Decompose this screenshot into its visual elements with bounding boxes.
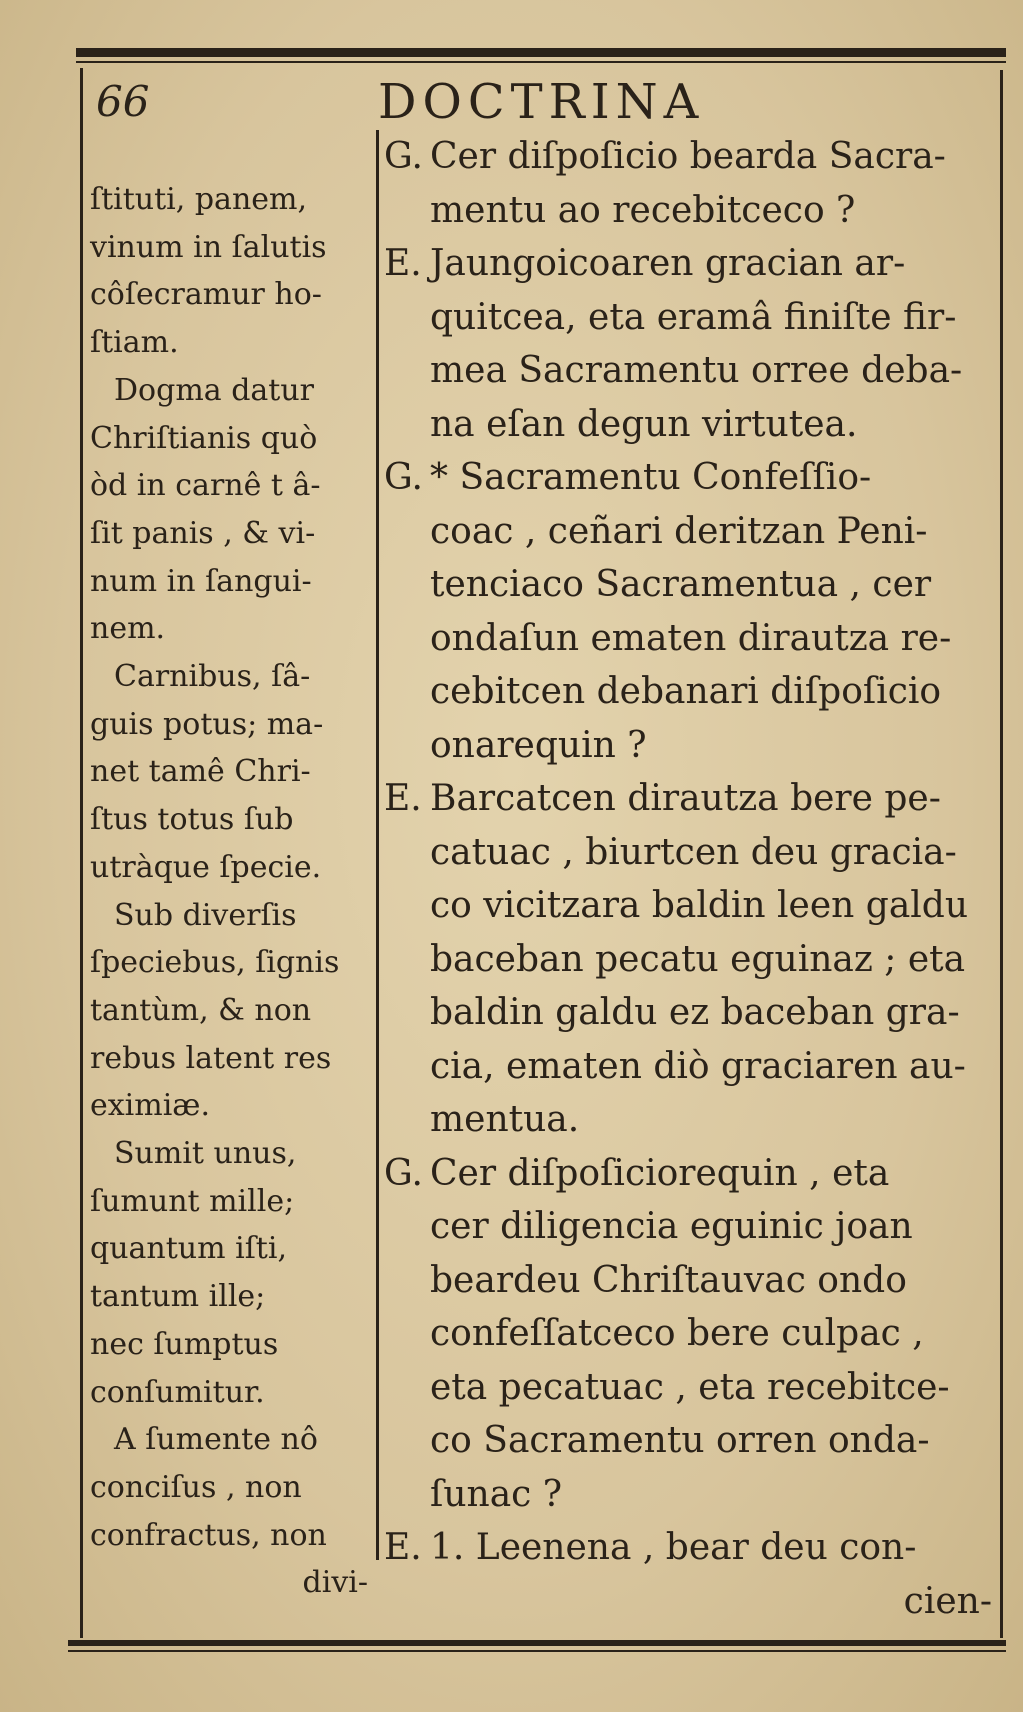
text-line: tenciaco Sacramentua , cer <box>430 564 932 605</box>
margin-line: ſpeciebus, ſignis <box>90 945 340 981</box>
margin-line: Chriſtianis quò <box>90 420 318 456</box>
speaker-label: G. <box>384 457 423 498</box>
margin-line: eximiæ. <box>90 1088 211 1124</box>
margin-line: nem. <box>90 611 166 647</box>
bottom-rule-thin <box>68 1650 1006 1652</box>
text-line: mentua. <box>430 1099 580 1140</box>
text-line: na eſan degun virtutea. <box>430 403 858 445</box>
text-line: onarequin ? <box>430 724 647 766</box>
margin-line: confractus, non <box>90 1517 327 1553</box>
margin-line: nec ſumptus <box>90 1326 279 1362</box>
qa-entry <box>384 237 998 451</box>
qa-entry <box>384 451 998 772</box>
main-text <box>384 130 998 1628</box>
page-number: 66 <box>96 77 150 126</box>
text-line: Cer diſpoſiciorequin , eta <box>430 1152 890 1194</box>
margin-line: ſtiam. <box>90 325 179 361</box>
margin-line: vinum in ſalutis <box>90 229 327 265</box>
text-line: mentu ao recebitceco ? <box>430 189 856 231</box>
speaker-label: E. <box>384 243 422 284</box>
top-rule <box>76 48 1006 57</box>
margin-line: num in ſangui- <box>90 563 312 599</box>
qa-entry <box>384 1521 998 1575</box>
margin-line: tantum ille; <box>90 1279 266 1315</box>
margin-notes <box>90 176 374 1607</box>
margin-line: net tamê Chri- <box>90 754 311 790</box>
text-line: ondaſun ematen dirautza re- <box>430 617 952 659</box>
margin-line: Dogma datur <box>114 372 314 408</box>
text-line: cer diligencia eguinic joan <box>430 1206 913 1247</box>
margin-line: ſit panis , & vi- <box>90 515 316 551</box>
qa-entry <box>384 772 998 1147</box>
margin-line: òd in carnê t â- <box>90 468 321 504</box>
text-line: ſunac ? <box>430 1473 563 1515</box>
margin-line: Carnibus, ſâ- <box>114 659 311 695</box>
margin-line: conſumitur. <box>90 1374 265 1410</box>
right-border <box>1000 70 1003 1638</box>
speaker-label: E. <box>384 1527 422 1568</box>
top-rule-thin <box>76 61 1006 63</box>
text-line: catuac , biurtcen deu gracia- <box>430 831 957 873</box>
margin-line: tantùm, & non <box>90 992 312 1028</box>
text-line: Barcatcen dirautza bere pe- <box>430 778 941 819</box>
text-line: beardeu Chriſtauvac ondo <box>430 1259 907 1301</box>
text-line: co vicitzara baldin leen galdu <box>430 885 969 926</box>
margin-line: A ſumente nô <box>114 1422 318 1458</box>
text-line: confeſſatceco bere culpac , <box>430 1313 924 1354</box>
left-border <box>80 68 83 1638</box>
text-line: Cer diſpoſicio bearda Sacra- <box>430 136 946 177</box>
margin-line: divi- <box>302 1565 368 1601</box>
margin-line: ſtituti, panem, <box>90 182 308 217</box>
running-head: DOCTRINA <box>378 74 705 130</box>
text-line: Jaungoicoaren gracian ar- <box>430 243 906 284</box>
text-line: * Sacramentu Confeſſio- <box>430 457 872 498</box>
text-line: coac , ceñari deritzan Peni- <box>430 510 928 552</box>
catchword: cien- <box>903 1580 992 1622</box>
margin-line: conciſus , non <box>90 1469 302 1505</box>
text-line: quitcea, eta eramâ finiſte fir- <box>430 296 957 338</box>
bottom-rule <box>68 1640 1006 1646</box>
margin-line: utràque ſpecie. <box>90 849 322 885</box>
text-line: cia, ematen diò graciaren au- <box>430 1045 966 1087</box>
margin-line: Sumit unus, <box>114 1136 297 1172</box>
text-line: baceban pecatu eguinaz ; eta <box>430 938 966 980</box>
text-line: mea Sacramentu orree deba- <box>430 350 963 391</box>
margin-line: Sub diverſis <box>114 897 297 933</box>
margin-line: guis potus; ma- <box>90 706 324 742</box>
text-line: baldin galdu ez baceban gra- <box>430 992 960 1033</box>
margin-line: quantum iſti, <box>90 1231 287 1267</box>
text-line: 1. Leenena , bear deu con- <box>430 1527 917 1568</box>
margin-line: côſecramur ho- <box>90 277 322 313</box>
speaker-label: G. <box>384 136 423 177</box>
margin-line: ſtus totus ſub <box>90 802 294 838</box>
qa-entry <box>384 130 998 237</box>
margin-line: rebus latent res <box>90 1040 332 1076</box>
column-divider <box>376 130 379 1560</box>
speaker-label: G. <box>384 1152 423 1194</box>
text-line: eta pecatuac , eta recebitce- <box>430 1366 950 1408</box>
text-line: cebitcen debanari diſpoſicio <box>430 671 942 712</box>
text-line: co Sacramentu orren onda- <box>430 1420 930 1461</box>
speaker-label: E. <box>384 778 422 819</box>
qa-entry <box>384 1147 998 1522</box>
margin-line: ſumunt mille; <box>90 1183 295 1219</box>
